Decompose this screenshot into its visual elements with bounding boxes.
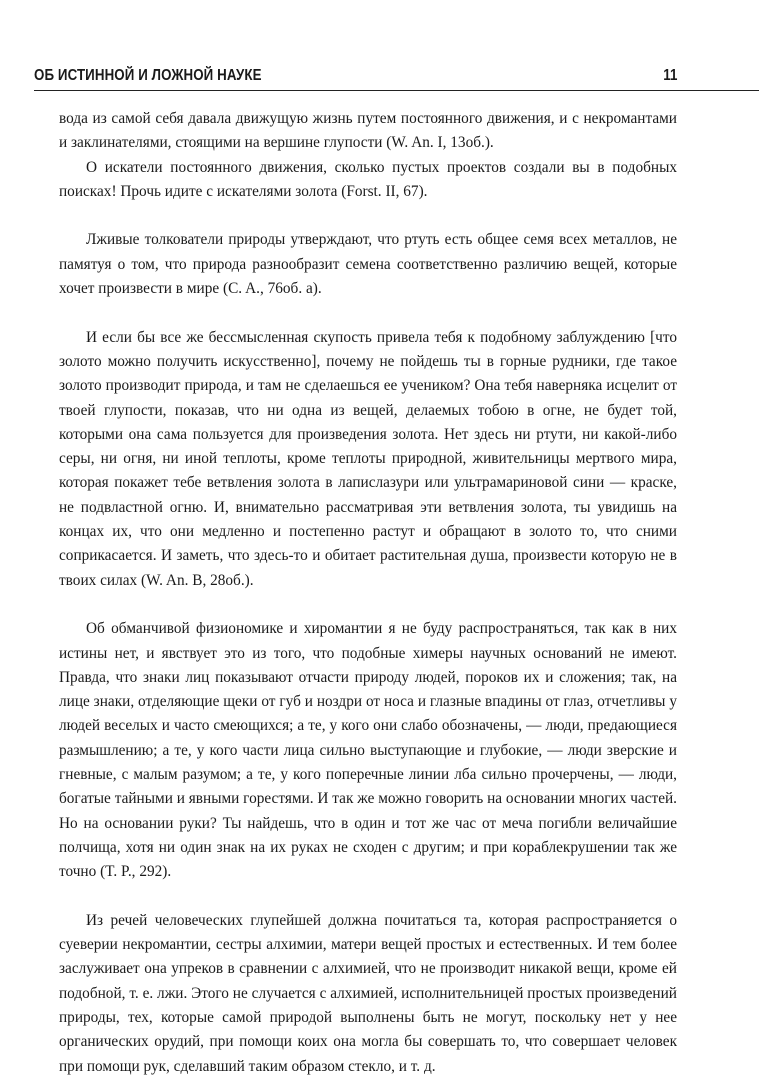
body-text (59, 107, 677, 1079)
page-number: 11 (662, 67, 677, 84)
chapter-title: ОБ ИСТИННОЙ И ЛОЖНОЙ НАУКЕ (34, 67, 262, 84)
running-header (34, 66, 759, 91)
paragraph-gold-mines: И если бы все же бессмысленная скупость привела тебя к подобному заблуждению [что золото можно получить искусственно], почему не пойдешь ты в горные рудники, где такое золото производит природа, и там не сделаешься ее учеником? Она тебя наверняка исцелит от твоей глупости, показав, что ни одна из вещей, делаемых тобою в огне, не будет той, которыми она сама пользуется для произведения золота. Нет здесь ни ртути, ни какой-либо серы, ни огня, ни иной теплоты, кроме теплоты природной, живительницы мертвого мира, которая покажет тебе ветвления золота в лапислазури или ультрамариновой сини — краске, не подвластной огню. И, внимательно рассматривая эти ветвления золота, ты увидишь на концах их, что они медленно и постепенно растут и обращают в золото то, что сними соприкасается. И заметь, что здесь-то и обитает растительная душа, произвести которую не в твоих силах (W. An. B, 28об.). (59, 328, 677, 589)
paragraph-necromancy: Из речей человеческих глупейшей должна почитаться та, которая распространяется о суеверии некромантии, сестры алхимии, матери вещей простых и естественных. И тем более заслуживает она упреков в сравнении с алхимией, что не производит никакой вещи, кроме ей подобной, т. е. лжи. Этого не случается с алхимией, исполнительницей простых произведений природы, тех, которые самой природой выполнены быть не могут, поскольку нет у нее органических орудий, при помощи коих она могла бы совершать то, что совершает человек при помощи рук, сделавший таким образом стекло, и т. д. (59, 911, 677, 1075)
paragraph-physiognomy: Об обманчивой физиономике и хиромантии я не буду распространяться, так как в них истины нет, и явствует это из того, что подобные химеры научных оснований не имеют. Правда, что знаки лиц показывают отчасти природу людей, пороков их и сложения; так, на лице знаки, отделяющие щеки от губ и ноздри от носа и глазные впадины от глаз, отчетливы у людей веселых и часто смеющихся; а те, у кого они слабо обозначены, — люди, предающиеся размышлению; а те, у кого части лица сильно выступающие и глубокие, — люди зверские и гневные, с малым разумом; а те, у кого поперечные линии лба сильно прочерчены, — люди, богатые тайными и явными горестями. И так же можно говорить на основании многих частей. Но на основании руки? Ты найдешь, что в один и тот же час от меча погибли величайшие полчища, хотя ни один знак на их руках не сходен с другим; и при кораблекрушении так же точно (T. P., 292). (59, 620, 677, 881)
paragraph-mercury: Лживые толкователи природы утверждают, что ртуть есть общее семя всех металлов, не памятуя о том, что природа разнообразит семена соответственно различию вещей, которые хочет произвести в мире (C. A., 76об. а). (59, 231, 677, 298)
paragraph-continued: вода из самой себя давала движущую жизнь путем постоянного движения, и с некромантами и заклинателями, стоящими на вершине глупости (W. An. I, 13об.). (59, 110, 677, 152)
paragraph-perpetual-motion: О искатели постоянного движения, сколько пустых проектов создали вы в подобных поисках! Прочь идите с искателями золота (Forst. II, 67). (59, 158, 677, 200)
